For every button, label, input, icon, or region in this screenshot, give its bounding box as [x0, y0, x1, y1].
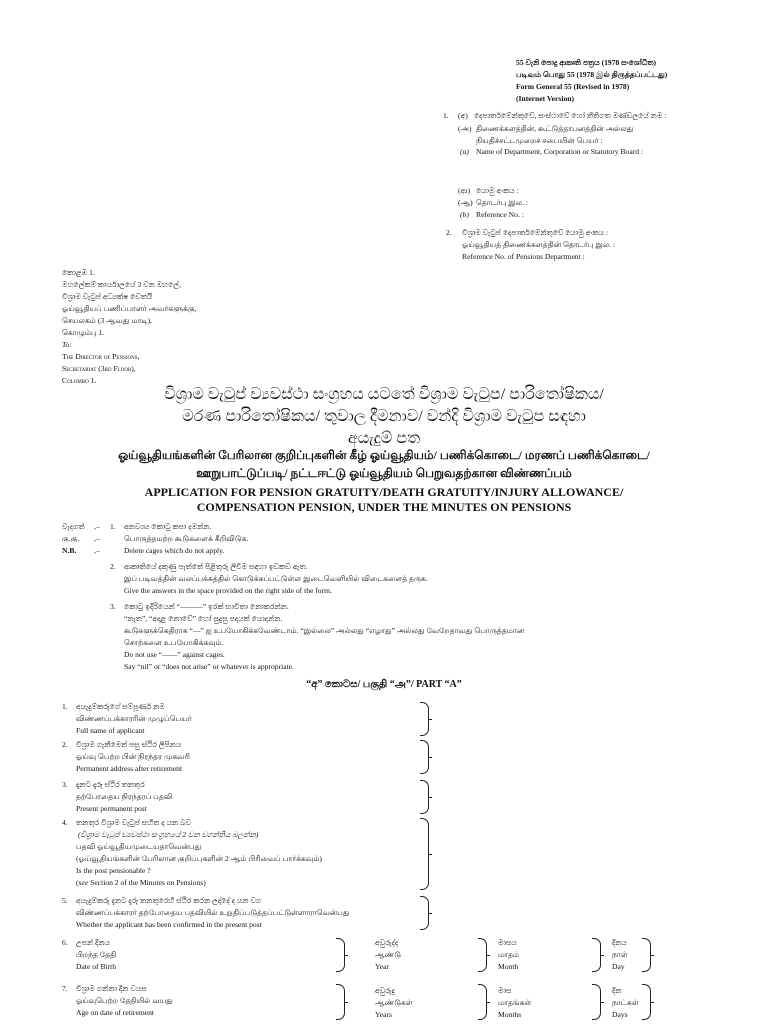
item4-answer-brace: [420, 818, 429, 890]
item5-si: අයැදුම්කරු දැනට දැරූ තනතුරෙහි ස්ථිර කරන ලද්දේ ද යන වග: [76, 896, 262, 905]
q1a-en-mark: (a): [460, 147, 469, 156]
address-en-3: Colombo 1.: [62, 376, 97, 385]
note2-ta: இப் படிவத்தின் வலப்பக்கத்தில் கொடுக்கப்பட்டுள்ள இடைவெளியில் விடைகளைத் தருக.: [124, 574, 428, 583]
note1-ta: பொருத்தமற்ற கூடுகளைக் கீறிவிடுக.: [124, 534, 249, 543]
item7-brace-2: [478, 984, 487, 1020]
dob-day-en: Day: [612, 962, 625, 971]
dob-month-si: මාසය: [498, 938, 517, 947]
item7-brace-1: [336, 984, 345, 1020]
age-years-en: Years: [375, 1010, 392, 1019]
item7-brace-4: [642, 984, 651, 1020]
title-ta-1: ஓய்வூதியங்களின் பேரிலான குறிப்புகளின் கீழ் ஓய்வூதியம்/ பணிக்கொடை/ மரணப் பணிக்கொடை/: [118, 448, 650, 462]
address-si-2: මහලේකම් කාර්යාලයේ 3 වන මහලේ,: [62, 280, 181, 289]
age-days-en: Days: [612, 1010, 628, 1019]
item1-en: Full name of applicant: [76, 726, 145, 735]
address-ta-2: செயலகம் (3 ஆவது மாடி),: [62, 316, 152, 325]
title-ta-2: ஊறுபாட்டுப்படி/ நட்டஈட்டு ஓய்வூதியம் பெறுவதற்கான விண்ணப்பம்: [196, 466, 572, 480]
q2-si-label: විශ්‍රාම වැටුප් දෙපාර්තමේන්තුවේ යොමු අංකය :: [462, 228, 608, 237]
q1a-si-mark: (අ): [458, 111, 468, 120]
item6-number: 6.: [62, 938, 68, 947]
item5-answer-brace: [420, 896, 429, 930]
note3-si-2: “නැත”, “අදාළ නොවේ” හෝ සුදුසු පදයක් යොදන්න.: [124, 614, 283, 623]
note1-number: 1.: [110, 522, 116, 531]
dob-month-ta: மாதம்: [498, 950, 520, 959]
address-to: To:: [62, 340, 72, 349]
dob-month-en: Month: [498, 962, 519, 971]
q1b-si-mark: (ආ): [458, 186, 471, 195]
item1-ta: விண்ணப்பக்காரரின் முழுப்பெயர்: [76, 714, 192, 723]
item2-number: 2.: [62, 740, 68, 749]
title-si-2: මරණ පාරිතෝෂිකය/ තුවාල දීමනාව/ වන්දි විශ්‍රාම වැටුප සඳහා: [182, 408, 586, 425]
item6-brace-4: [642, 938, 651, 972]
q2-number: 2.: [446, 228, 452, 237]
dob-year-ta: ஆண்டு: [375, 950, 402, 959]
item4-en-2: [76, 878, 206, 888]
note-label-ta: கு.கு.: [62, 534, 80, 543]
address-en-2: Secretariat (3rd Floor),: [62, 364, 136, 373]
dob-day-ta: நாள்: [612, 950, 628, 959]
note-dash-en: ,–: [94, 546, 100, 555]
age-years-ta: ஆண்டுகள்: [375, 998, 413, 1007]
form-number-ta: படிவம் பொது 55 (1978 இல் திருத்தப்பட்டது): [516, 70, 668, 79]
title-en-2: COMPENSATION PENSION, UNDER THE MINUTES ON PENSIONS: [196, 500, 572, 514]
item6-brace-3: [592, 938, 601, 972]
item7-ta: ஓய்வுபெற்ற தேதியில் வயது: [76, 996, 173, 1005]
note3-ta-1: கூடுகளுக்கெதிராக “—” ஐ உபயோகிக்கவேண்டாம். “இல்லை” அல்லது “எழாது” அல்லது வேறேதாவது பொருத்தமான: [124, 626, 525, 635]
item6-brace-2: [478, 938, 487, 972]
item3-si: දැනට දැරූ ස්ථිර තනතුර: [76, 780, 145, 789]
dob-year-en: Year: [375, 962, 389, 971]
item6-en: Date of Birth: [76, 962, 117, 971]
q1b-en-label: Reference No. :: [476, 210, 524, 219]
item4-en-2-rest: Section 2 of the Minutes on Pensions): [88, 878, 206, 887]
note-label-en: N.B.: [62, 546, 77, 555]
item7-brace-3: [592, 984, 601, 1020]
q1b-ta-label: தொடர்பு இல. :: [476, 198, 528, 207]
age-days-si: දින: [612, 986, 622, 995]
age-days-ta: நாட்கள்: [612, 998, 639, 1007]
item4-number: 4.: [62, 818, 68, 827]
item7-number: 7.: [62, 984, 68, 993]
form-number-en: Form General 55 (Revised in 1978): [516, 82, 630, 91]
part-a-heading: “අ” කොටස/ பகுதி “அ”/ PART “A”: [306, 679, 462, 690]
q1b-ta-mark: (ஆ): [458, 198, 473, 207]
q1-number: 1.: [443, 111, 449, 120]
item6-brace-1: [336, 938, 345, 972]
item2-answer-brace: [420, 740, 429, 774]
internet-version-label: (Internet Version): [516, 94, 575, 103]
item6-si: උපන් දිනය: [76, 938, 110, 947]
note3-si-1: කොටු ඉදිරියෙන් “———” ඉරක් භාවිතා නොකරන්න.: [124, 602, 289, 611]
address-si-3: විශ්‍රාම වැටුප් අධ්‍යක්ෂ වෙතයි: [62, 292, 153, 301]
address-ta-1: ஓய்வூதியப் பணிப்பாளர் அவர்களுக்கு,: [62, 304, 197, 313]
item4-ta-2: (ஓய்வூதியங்களின் பேரிலான குறிப்புகளின் 2 ஆம் பிரிவைப் பார்க்கவும்): [76, 854, 322, 863]
item4-en-2-open: (: [76, 878, 79, 887]
item4-en: Is the post pensionable ?: [76, 866, 151, 875]
note3-en-1: Do not use “——” against cages.: [124, 650, 225, 659]
item4-si: තනතුර විශ්‍රාම වැටුප් සහිත ද යන බව: [76, 818, 191, 827]
q2-ta-label: ஓய்வூதியத் திணைக்களத்தின் தொடர்பு இல. :: [462, 240, 616, 249]
item2-si: විශ්‍රාම ගැනීමෙන් පසු ස්ථිර ලිපිනය: [76, 740, 182, 749]
note3-number: 3.: [110, 602, 116, 611]
q1a-ta-label: திணைக்களத்தின், கூட்டுத்தாபனத்தின் அல்லது: [476, 124, 634, 133]
item3-number: 3.: [62, 780, 68, 789]
age-months-si: මාස: [498, 986, 512, 995]
address-en-1: The Director of Pensions,: [62, 352, 140, 361]
item2-ta: ஓய்வு பெற்ற பின் நிரந்தர முகவரி: [76, 752, 190, 761]
note1-si: අනවශ්‍ය කොටු කපා දමන්න.: [124, 522, 212, 531]
dob-day-si: දිනය: [612, 938, 627, 947]
item3-answer-brace: [420, 780, 429, 814]
item7-si: විශ්‍රාම ගන්නා දින වයස: [76, 984, 147, 993]
q1a-ta-mark: (அ): [458, 124, 472, 133]
item7-en: Age on date of retirement: [76, 1008, 155, 1017]
item1-answer-brace: [420, 702, 429, 736]
q1a-en-label: Name of Department, Corporation or Statutory Board :: [476, 147, 644, 156]
note-dash-si: ,–: [94, 522, 100, 531]
title-en-1: APPLICATION FOR PENSION GRATUITY/DEATH GRATUITY/INJURY ALLOWANCE/: [144, 485, 624, 499]
item1-si: අයැදුම්කරුගේ සම්පූර්ණ නම: [76, 702, 165, 711]
item5-number: 5.: [62, 896, 68, 905]
title-si-1: විශ්‍රාම වැටුප් ව්‍යවස්ථා සංග්‍රහය යටතේ විශ්‍රාම වැටුප/ පාරිතෝෂිකය/: [164, 386, 604, 403]
age-months-ta: மாதங்கள்: [498, 998, 532, 1007]
note2-si: ආකෘතියේ දකුණු පැත්තේ පිළිතුරු ලිවීම සඳහා ඉඩකඩ ඇත.: [124, 562, 308, 571]
address-si-1: කොළඹ 1.: [62, 268, 95, 277]
note2-en: Give the answers in the space provided on the right side of the form.: [124, 586, 332, 595]
item3-en: Present permanent post: [76, 804, 147, 813]
item5-ta: விண்ணப்பக்காரர் தற்போதைய பதவியில் உறுதிப்படுத்தப்பட்டுள்ளாராவென்பது: [76, 908, 350, 917]
q1a-ta-label-2: நியதிச்சட்டமுறைச் சபையின் பெயர் :: [476, 136, 603, 145]
item4-en-2-see: see: [78, 878, 89, 887]
dob-year-si: අවුරුද්ද: [375, 938, 399, 947]
q1b-en-mark: (b): [460, 210, 469, 219]
note3-en-2: Say “nil” or “does not arise” or whatever is appropriate.: [124, 662, 294, 671]
item6-ta: பிறந்த தேதி: [76, 950, 117, 959]
age-months-en: Months: [498, 1010, 522, 1019]
item4-si-2: (විශ්‍රාම වැටුප් ව්‍යවස්ථා සංග්‍රහයේ 2 වන වගන්තිය බලන්න): [78, 830, 259, 839]
title-si-3: අයැදුම් පත: [347, 430, 421, 447]
age-years-si: අවුරුදු: [375, 986, 395, 995]
note-label-si: වැදගත්: [62, 522, 85, 531]
note-dash-ta: ,–: [94, 534, 100, 543]
item2-en: Permanent address after retirement: [76, 764, 183, 773]
item3-ta: தற்போதைய நிரந்தரப் பதவி: [76, 792, 173, 801]
address-ta-3: கொழும்பு 1.: [62, 328, 105, 337]
note2-number: 2.: [110, 562, 116, 571]
q1b-si-label: යොමු අංකය :: [476, 186, 519, 195]
note3-ta-2: சொற்களை உபயோகிக்கவும்.: [124, 638, 224, 647]
form-number-si: 55 වැනි පොදු ආකෘති පත්‍රය (1978 සංශෝධිත): [516, 58, 657, 67]
item4-ta: பதவி ஓய்வூதியமுடையதாவென்பது: [76, 842, 202, 851]
item5-en: Whether the applicant has been confirmed in the present post: [76, 920, 262, 929]
item1-number: 1.: [62, 702, 68, 711]
note1-en: Delete cages which do not apply.: [124, 546, 225, 555]
q2-en-label: Reference No. of Pensions Department :: [462, 252, 585, 261]
q1a-si-label: දෙපාර්තමේන්තුවේ, සංස්ථාවේ හෝ නීතිගත මණ්ඩලයේ නම :: [474, 111, 667, 120]
